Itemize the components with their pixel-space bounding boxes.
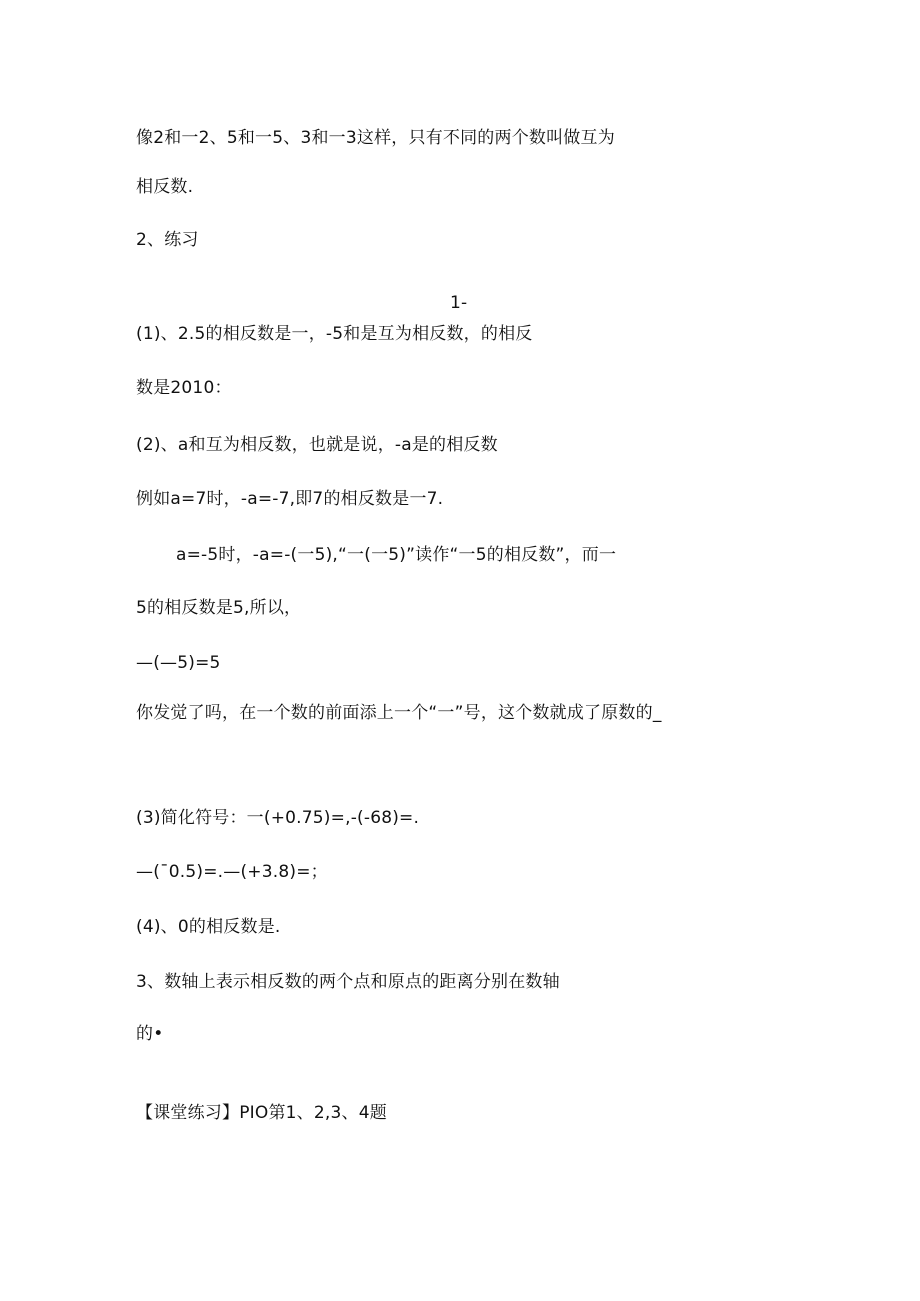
example-line-1: 例如a=7时，-a=-7,即7的相反数是一7. xyxy=(136,489,444,509)
question-3: (3)简化符号：一(+0.75)=,-(-68)=. xyxy=(136,808,420,828)
question-2: (2)、a和互为相反数，也就是说，-a是的相反数 xyxy=(136,435,498,455)
text-line-definition-cont: 相反数. xyxy=(136,177,194,197)
section-heading-practice: 2、练习 xyxy=(136,230,199,250)
example-line-2: a=-5时，-a=-(一5),“一(一5)”读作“一5的相反数”，而一 xyxy=(176,545,617,565)
classroom-practice: 【课堂练习】PIO第1、2,3、4题 xyxy=(136,1103,387,1123)
question-1: (1)、2.5的相反数是一，-5和是互为相反数，的相反 xyxy=(136,324,533,344)
section-3-number-line: 3、数轴上表示相反数的两个点和原点的距离分别在数轴 xyxy=(136,972,560,992)
equation-line: —(—5)=5 xyxy=(136,653,221,673)
question-3-cont: —(¯0.5)=.—(+3.8)=； xyxy=(136,862,328,882)
question-1-cont: 数是2010： xyxy=(136,378,232,398)
section-3-cont: 的• xyxy=(136,1024,164,1044)
fraction-mark: 1- xyxy=(450,293,468,313)
question-4: (4)、0的相反数是. xyxy=(136,917,281,937)
text-line-definition: 像2和一2、5和一5、3和一3这样，只有不同的两个数叫做互为 xyxy=(136,128,615,148)
observation-line: 你发觉了吗，在一个数的前面添上一个“一”号，这个数就成了原数的_ xyxy=(136,703,662,723)
example-line-3: 5的相反数是5,所以， xyxy=(136,598,302,618)
